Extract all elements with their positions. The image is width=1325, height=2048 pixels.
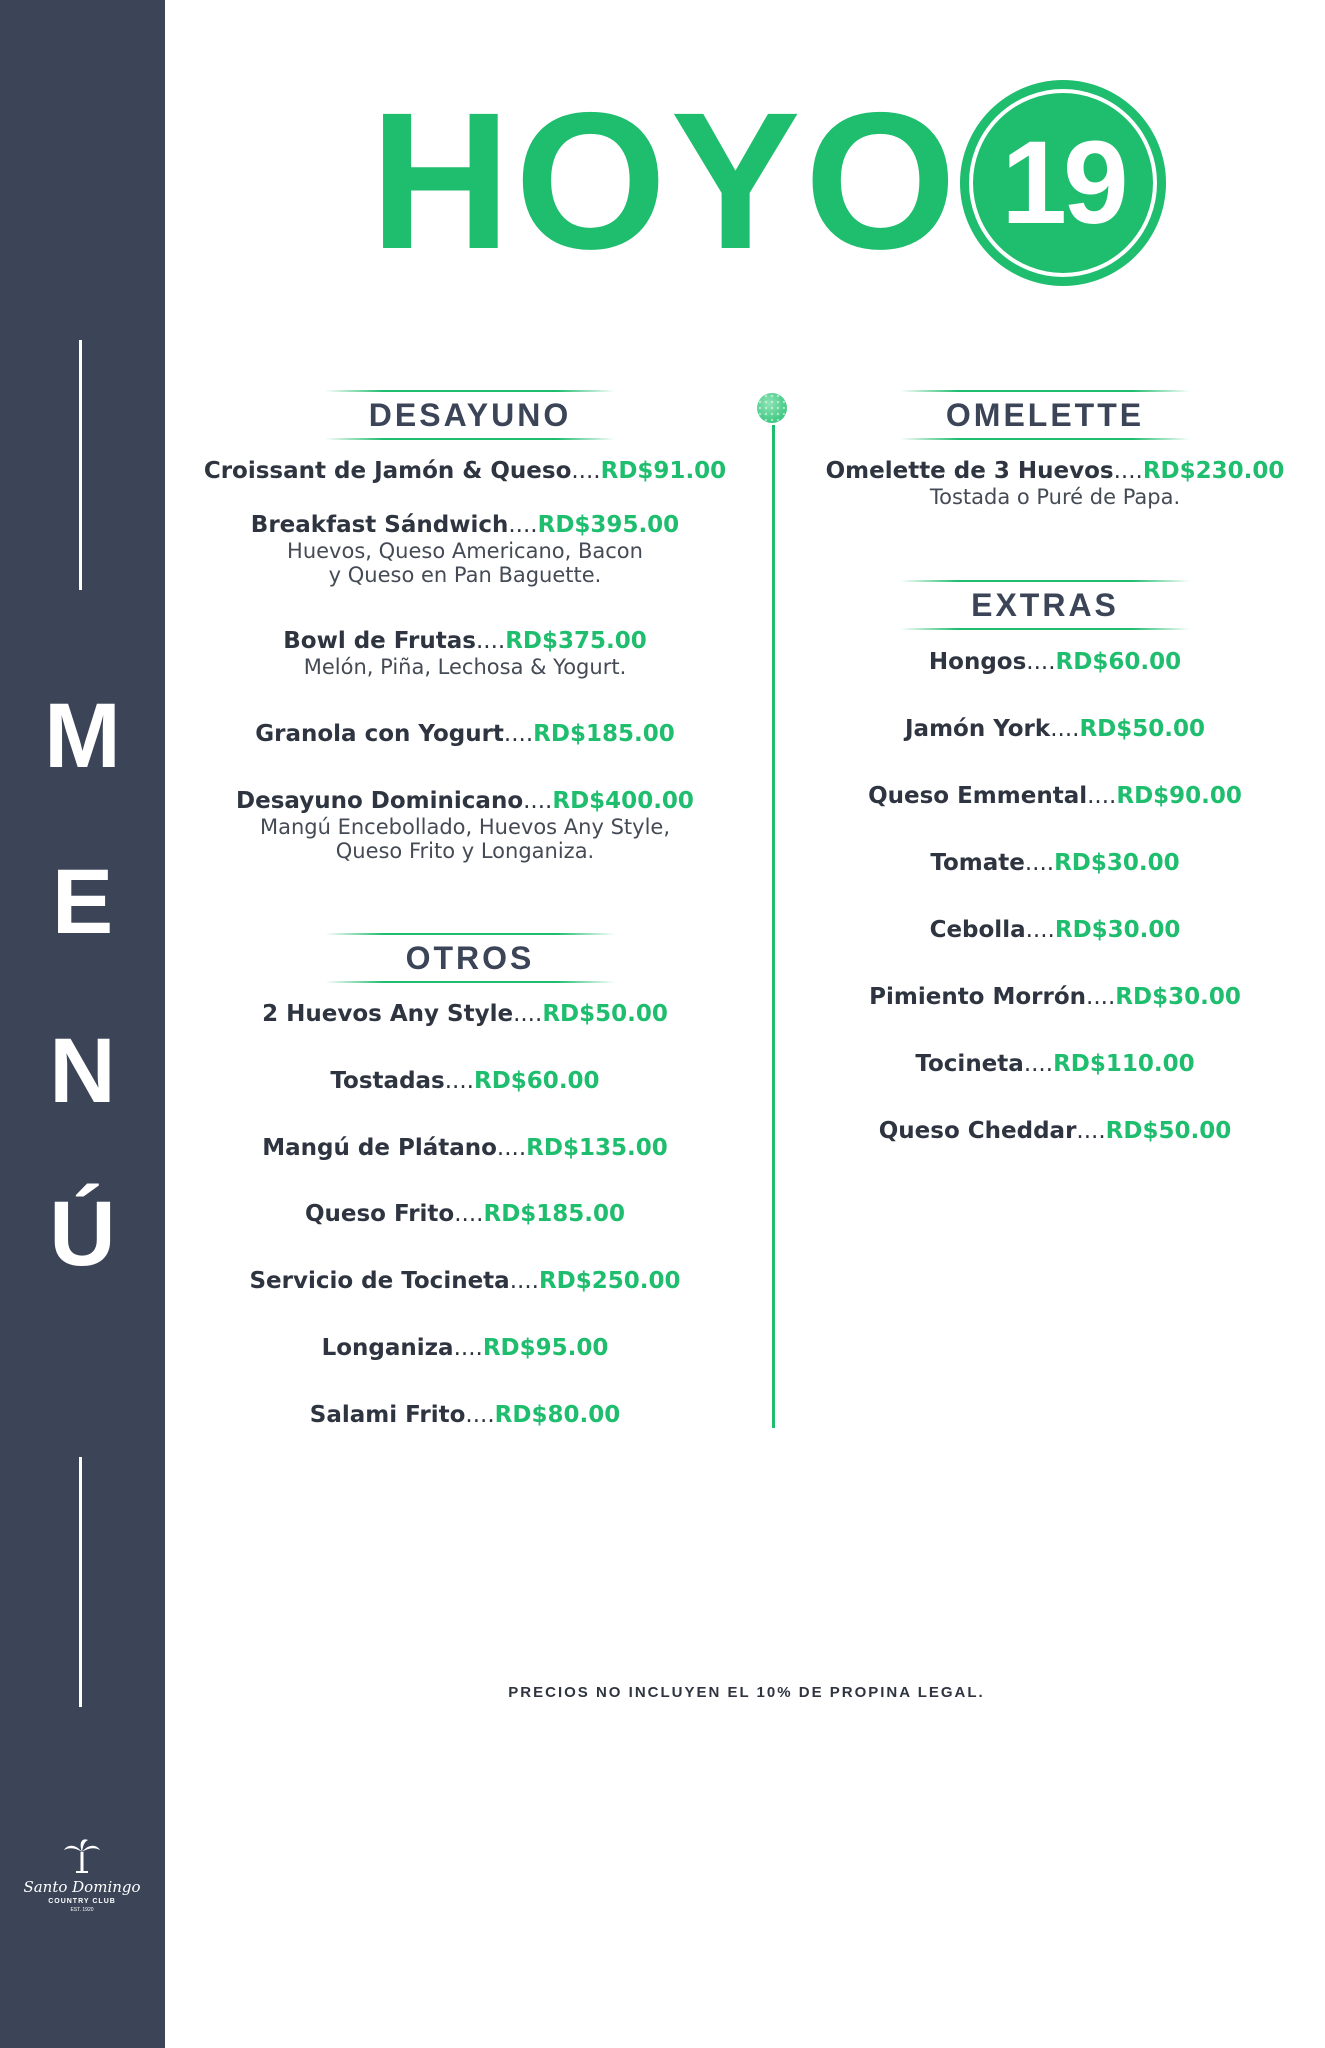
menu-item: Breakfast Sándwich....RD$395.00 Huevos, Queso Americano, Bacon y Queso en Pan Baguette. [180, 511, 750, 587]
menu-letter-e: E [51, 851, 114, 953]
item-name: Pimiento Morrón [869, 984, 1087, 1010]
menu-item: Hongos....RD$60.00 [928, 649, 1182, 675]
logo-script: Santo Domingo [23, 1878, 141, 1896]
item-name: Longaniza [321, 1335, 454, 1361]
country-club-logo [17, 1838, 147, 1938]
item-name: Granola con Yogurt [255, 721, 504, 747]
menu-item: Tomate....RD$30.00 [930, 850, 1180, 876]
item-price: RD$395.00 [537, 512, 680, 538]
item-name: Queso Emmental [868, 783, 1088, 809]
item-name: 2 Huevos Any Style [262, 1001, 514, 1027]
item-name: Breakfast Sándwich [250, 512, 509, 538]
section-title: OTROS [405, 940, 535, 976]
menu-item: Omelette de 3 Huevos....RD$230.00 Tostada o Puré de Papa. [800, 457, 1310, 509]
sidebar-top-line [79, 340, 82, 590]
item-name: Mangú de Plátano [262, 1135, 497, 1161]
item-price: RD$80.00 [494, 1402, 621, 1428]
menu-item: Cebolla....RD$30.00 [929, 917, 1181, 943]
item-description: Huevos, Queso Americano, Bacon y Queso en Pan Baguette. [287, 539, 643, 587]
item-price: RD$135.00 [526, 1135, 668, 1161]
item-price: RD$375.00 [505, 628, 647, 654]
menu-item: Queso Cheddar....RD$50.00 [878, 1118, 1232, 1144]
menu-item: Queso Emmental....RD$90.00 [868, 783, 1242, 809]
section-header-extras [900, 580, 1190, 630]
sidebar-bottom-line [79, 1457, 82, 1707]
page-title: HOYO [370, 72, 961, 290]
tip-disclaimer: PRECIOS NO INCLUYEN EL 10% DE PROPINA LEGAL. [508, 1684, 985, 1701]
item-name: Croissant de Jamón & Queso [203, 458, 572, 484]
item-name: Omelette de 3 Huevos [825, 458, 1114, 484]
item-name: Jamón York [904, 716, 1051, 742]
section-header-otros [325, 933, 615, 983]
item-price: RD$250.00 [538, 1268, 681, 1294]
item-price: RD$91.00 [600, 458, 727, 484]
item-description: Mangú Encebollado, Huevos Any Style, Queso Frito y Longaniza. [259, 815, 670, 863]
menu-item: Desayuno Dominicano....RD$400.00 Mangú Encebollado, Huevos Any Style, Queso Frito y Longaniza. [180, 787, 750, 863]
logo-est: EST. 1920 [70, 1907, 94, 1913]
menu-item: Mangú de Plátano....RD$135.00 [262, 1135, 668, 1161]
section-header-omelette [900, 390, 1190, 440]
item-name: Tostadas [330, 1068, 445, 1094]
item-price: RD$400.00 [552, 788, 694, 814]
menu-letter-u: Ú [49, 1183, 116, 1285]
menu-item: 2 Huevos Any Style....RD$50.00 [262, 1001, 668, 1027]
item-price: RD$90.00 [1116, 783, 1242, 809]
golf-ball-icon [757, 393, 787, 423]
item-name: Queso Cheddar [878, 1118, 1077, 1144]
menu-item: Bowl de Frutas....RD$375.00 Melón, Piña, Lechosa & Yogurt. [180, 627, 750, 679]
item-description: Melón, Piña, Lechosa & Yogurt. [303, 655, 627, 679]
menu-item: Pimiento Morrón....RD$30.00 [869, 984, 1241, 1010]
item-price: RD$50.00 [1079, 716, 1206, 742]
item-name: Tomate [930, 850, 1025, 876]
item-price: RD$95.00 [482, 1335, 609, 1361]
menu-letter-n: N [49, 1020, 116, 1122]
menu-item: Croissant de Jamón & Queso....RD$91.00 [203, 458, 727, 484]
menu-item: Salami Frito....RD$80.00 [309, 1402, 621, 1428]
item-name: Cebolla [929, 917, 1026, 943]
menu-item: Granola con Yogurt....RD$185.00 [255, 721, 675, 747]
item-name: Servicio de Tocineta [249, 1268, 510, 1294]
section-title: OMELETTE [945, 397, 1145, 433]
logo-subtitle: COUNTRY CLUB [48, 1898, 116, 1905]
menu-item: Jamón York....RD$50.00 [904, 716, 1206, 742]
menu-item: Tocineta....RD$110.00 [915, 1051, 1195, 1077]
menu-item: Tostadas....RD$60.00 [330, 1068, 600, 1094]
item-price: RD$60.00 [474, 1068, 600, 1094]
section-title: DESAYUNO [368, 397, 572, 433]
item-name: Desayuno Dominicano [236, 788, 524, 814]
item-name: Queso Frito [304, 1201, 455, 1227]
item-price: RD$50.00 [542, 1001, 668, 1027]
item-price: RD$60.00 [1055, 649, 1182, 675]
item-name: Hongos [928, 649, 1027, 675]
menu-letter-m: M [44, 685, 121, 787]
item-price: RD$30.00 [1115, 984, 1241, 1010]
item-name: Tocineta [915, 1051, 1024, 1077]
item-price: RD$110.00 [1053, 1051, 1195, 1077]
section-header-desayuno [325, 390, 615, 440]
column-divider [772, 425, 775, 1428]
menu-item: Servicio de Tocineta....RD$250.00 [249, 1268, 681, 1294]
menu-item: Queso Frito....RD$185.00 [304, 1201, 626, 1227]
item-price: RD$185.00 [533, 721, 675, 747]
item-price: RD$30.00 [1054, 850, 1180, 876]
hole-number-badge [960, 80, 1166, 286]
item-price: RD$30.00 [1054, 917, 1181, 943]
palm-tree-icon [62, 1838, 102, 1874]
sidebar [0, 0, 165, 2048]
section-title: EXTRAS [971, 587, 1119, 623]
item-price: RD$230.00 [1142, 458, 1285, 484]
item-price: RD$50.00 [1105, 1118, 1232, 1144]
menu-item: Longaniza....RD$95.00 [321, 1335, 609, 1361]
item-name: Bowl de Frutas [283, 628, 476, 654]
item-price: RD$185.00 [483, 1201, 626, 1227]
item-name: Salami Frito [309, 1402, 466, 1428]
hole-number: 19 [969, 89, 1157, 277]
item-description: Tostada o Puré de Papa. [929, 485, 1181, 509]
